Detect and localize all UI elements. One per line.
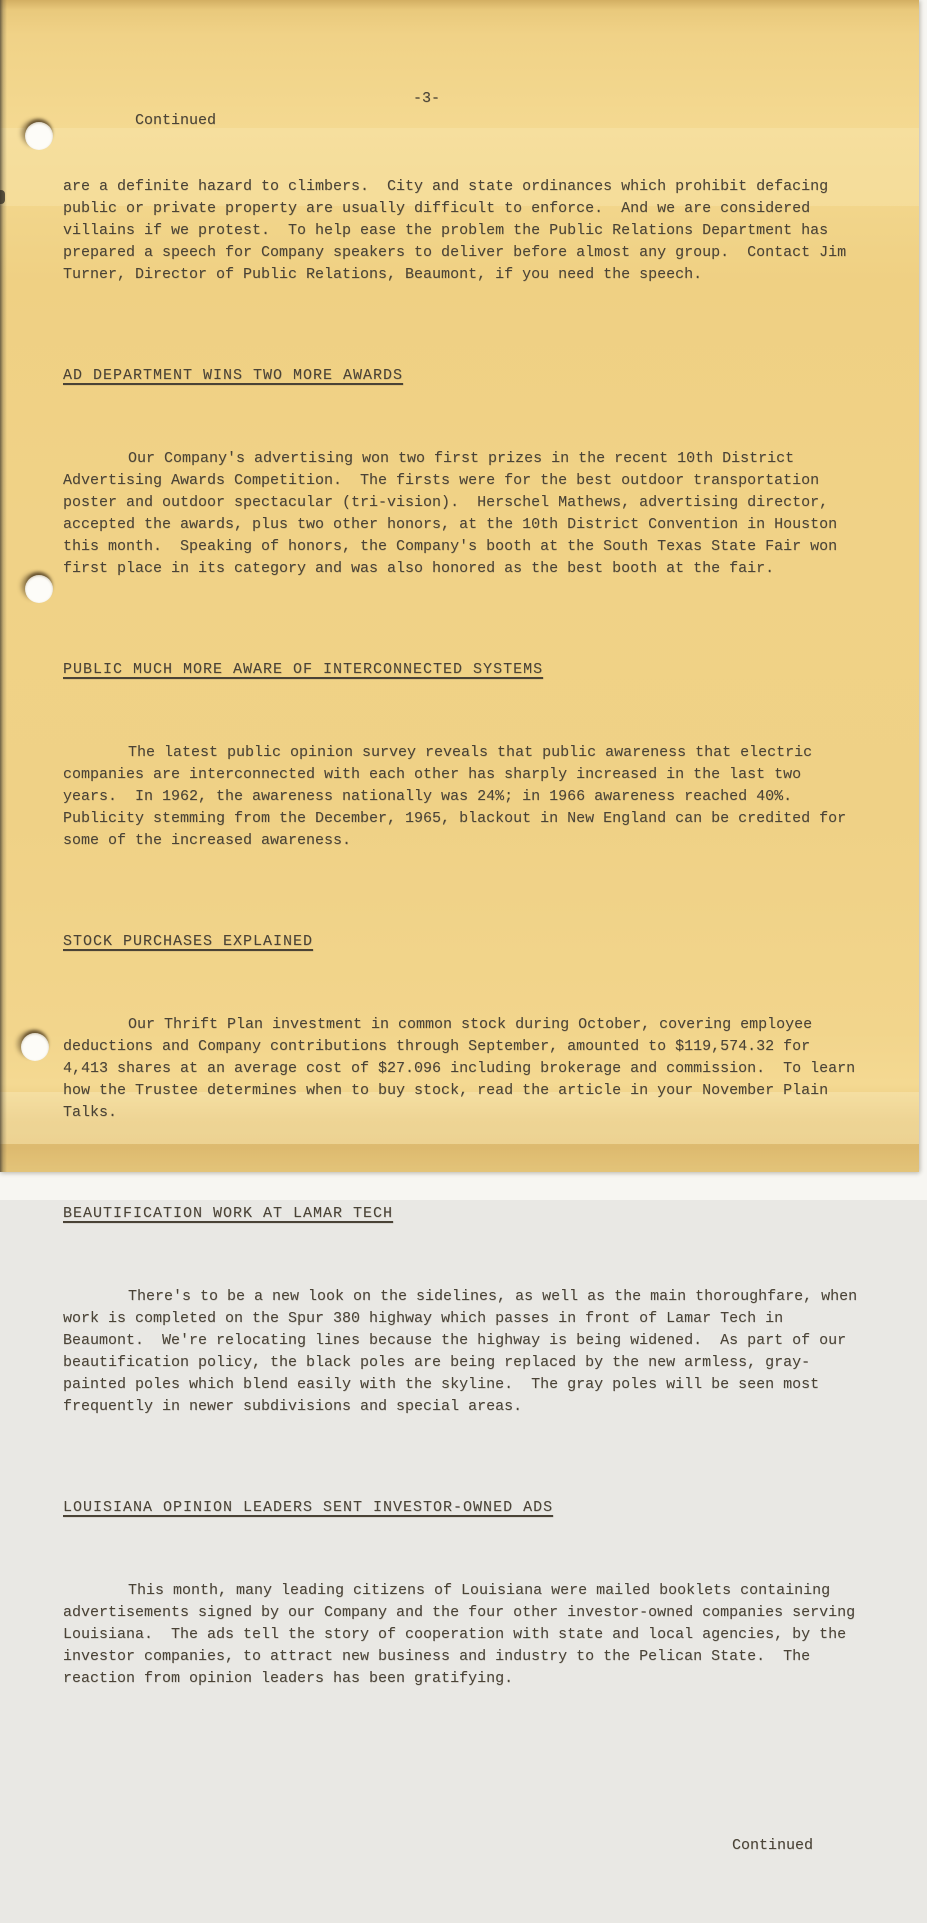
section-body-stock-purchases: Our Thrift Plan investment in common stock during October, covering employee deductions and Company contributions through September, amounted to $119,574.32 for 4,413 shares at an average cost of $27.096 including brokerage and commission. To learn how the Trustee determines when to buy stock, read the article in your November Plain Talks. xyxy=(63,1016,865,1121)
header-continued-label: Continued xyxy=(135,112,217,129)
page-header xyxy=(63,88,860,129)
section-heading-beautification: BEAUTIFICATION WORK AT LAMAR TECH xyxy=(63,1205,394,1222)
section-heading-louisiana-ads: LOUISIANA OPINION LEADERS SENT INVESTOR-OWNED ADS xyxy=(63,1499,554,1516)
section-heading-stock-purchases: STOCK PURCHASES EXPLAINED xyxy=(63,933,314,950)
page-footer xyxy=(660,1813,860,1879)
typewritten-content xyxy=(63,44,867,1923)
intro-paragraph: are a definite hazard to climbers. City and state ordinances which prohibit defacing public or private property are usually difficult to enforce. And we are considered villains if we protest. To help ease the problem the Public Relations Department has prepared a speech for Company speakers to deliver before almost any group. Contact Jim Turner, Director of Public Relations, Beaumont, if you need the speech. xyxy=(63,178,856,283)
punch-hole xyxy=(25,575,53,603)
footer-continued-label: Continued xyxy=(732,1837,814,1854)
punch-hole xyxy=(25,122,53,150)
section-body-ad-department: Our Company's advertising won two first prizes in the recent 10th District Advertising Awards Competition. The firsts were for the best outdoor transportation poster and outdoor spectacular (tri-vision). Herschel Mathews, advertising director, accepted the awards, plus two other honors, at the 10th District Convention in Houston this month. Speaking of honors, the Company's booth at the South Texas State Fair won first place in its category and was also honored as the best booth at the fair. xyxy=(63,450,847,577)
section-body-public-aware: The latest public opinion survey reveals that public awareness that electric companies are interconnected with each other has sharply increased in the last two years. In 1962, the awareness nationally was 24%; in 1966 awareness reached 40%. Publicity stemming from the December, 1965, blackout in New England can be credited for some of the increased awareness. xyxy=(63,744,856,849)
section-body-louisiana-ads: This month, many leading citizens of Louisiana were mailed booklets containing advertisements signed by our Company and the four other investor-owned companies serving Louisiana. The ads tell the story of cooperation with state and local agencies, by the investor companies, to attract new business and industry to the Pelican State. The reaction from opinion leaders has been gratifying. xyxy=(63,1582,865,1687)
section-heading-ad-department: AD DEPARTMENT WINS TWO MORE AWARDS xyxy=(63,367,404,384)
edge-artifact-mark xyxy=(0,190,5,204)
scanner-edge-shadow xyxy=(0,0,7,1172)
section-heading-public-aware: PUBLIC MUCH MORE AWARE OF INTERCONNECTED SYSTEMS xyxy=(63,661,544,678)
punch-hole xyxy=(21,1033,49,1061)
page-number: -3- xyxy=(413,90,441,107)
section-body-beautification: There's to be a new look on the sidelines, as well as the main thoroughfare, when work is completed on the Spur 380 highway which passes in front of Lamar Tech in Beaumont. We're relocating lines because the highway is being widened. As part of our beautification policy, the black poles are being replaced by the new armless, gray-painted poles which blend easily with the skyline. The gray poles will be seen most frequently in newer subdivisions and special areas. xyxy=(63,1288,867,1415)
